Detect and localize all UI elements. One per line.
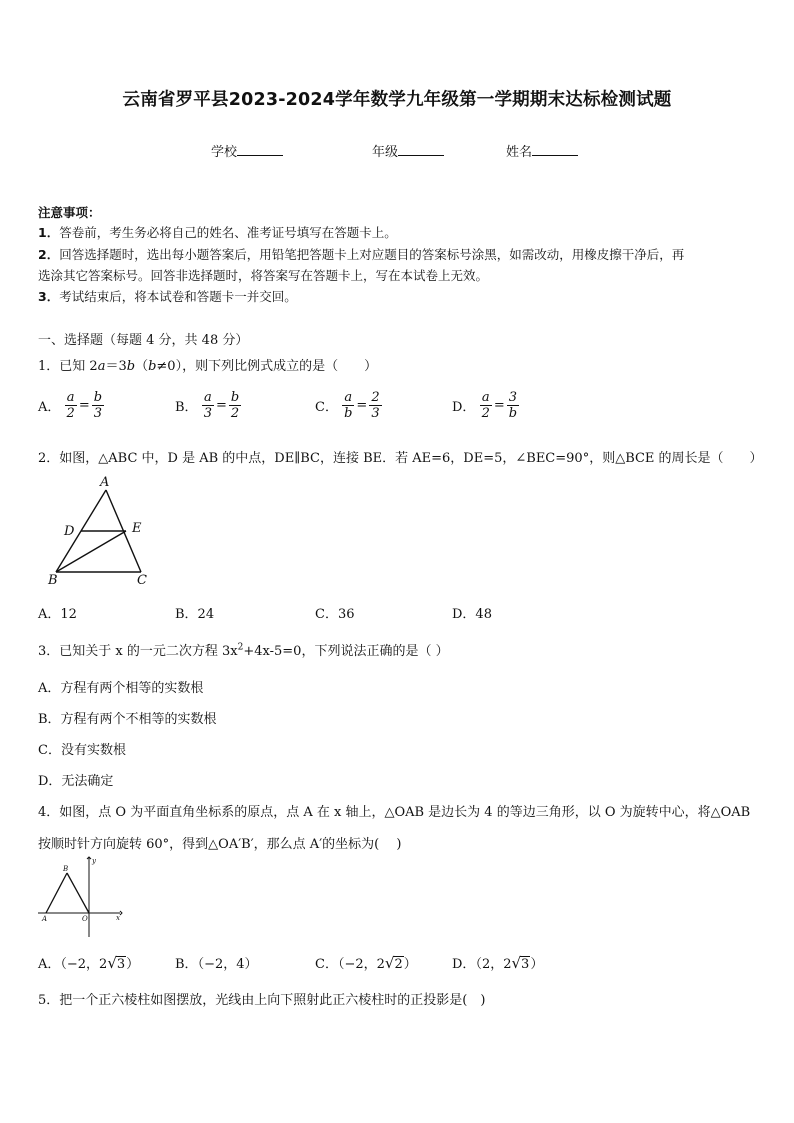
fraction xyxy=(507,390,519,421)
numerator: b xyxy=(230,390,240,405)
fraction xyxy=(480,390,492,421)
question-2: 2．如图，△ABC 中，D 是 AB 的中点，DE∥BC，连接 BE．若 AE=6，DE=5，∠BEC=90°，则△BCE 的周长是（ ） xyxy=(38,451,763,466)
label-c: C xyxy=(137,573,147,588)
question-1 xyxy=(38,355,377,374)
triangle-abc-figure xyxy=(44,474,164,589)
q1-var-b: b xyxy=(126,359,136,374)
grade-blank xyxy=(398,143,444,156)
school-field xyxy=(211,141,283,160)
q4-option-d-post: ） xyxy=(530,957,544,972)
denominator: 3 xyxy=(203,406,212,421)
q1-option-a-letter: A． xyxy=(38,400,61,415)
question-3 xyxy=(38,640,449,659)
q2-option-a: A．12 xyxy=(38,607,77,622)
notice-item-3-text: 考试结束后，将本试卷和答题卡一并交回。 xyxy=(59,289,297,304)
denominator: 2 xyxy=(66,406,75,421)
name-label: 姓名 xyxy=(506,145,533,160)
q2-option-b: B．24 xyxy=(175,607,215,622)
numerator: a xyxy=(66,390,75,405)
equals-sign: = xyxy=(78,398,90,413)
q1-option-c-letter: C． xyxy=(315,400,338,415)
label-a: A xyxy=(100,475,110,490)
notice-item-3 xyxy=(38,287,297,305)
sqrt-sign: √ xyxy=(107,954,117,972)
numerator: 2 xyxy=(371,390,380,405)
numerator: b xyxy=(93,390,103,405)
q1-cond-open: （ xyxy=(135,359,149,374)
notice-item-1-text: 答卷前，考生务必将自己的姓名、准考证号填写在答题卡上。 xyxy=(59,225,397,240)
q4-option-a xyxy=(38,953,139,972)
equals-sign: = xyxy=(356,398,368,413)
label-x: x xyxy=(116,914,120,922)
denominator: 3 xyxy=(371,406,380,421)
grade-label: 年级 xyxy=(372,145,399,160)
q4-option-d-pre: （2，2 xyxy=(475,957,512,972)
notice-item-2-line1: 回答选择题时，选出每小题答案后，用铅笔把答题卡上对应题目的答案标号涂黑，如需改动，用橡皮擦干净后，再 xyxy=(59,247,685,262)
segment-ab xyxy=(46,873,67,913)
fraction xyxy=(369,390,381,421)
q3-option-d: D．无法确定 xyxy=(38,774,114,789)
q3-text-b: +4x-5=0，下列说法正确的是（ ） xyxy=(243,644,449,659)
q3-exponent: 2 xyxy=(237,642,244,653)
fraction xyxy=(342,390,354,421)
fraction xyxy=(202,390,214,421)
q1-cond-var: b xyxy=(148,359,157,374)
denominator: b xyxy=(344,406,353,421)
label-e: E xyxy=(132,521,142,536)
fraction xyxy=(229,390,241,421)
q4-option-d-letter: D． xyxy=(452,957,476,972)
q1-option-c xyxy=(315,390,382,421)
label-o: O xyxy=(82,915,88,923)
numerator: a xyxy=(344,390,353,405)
notice-heading: 注意事项： xyxy=(38,205,101,220)
sqrt-sign: √ xyxy=(511,954,522,972)
q4-option-c-letter: C． xyxy=(315,957,338,972)
q4-option-c xyxy=(315,953,417,972)
q4-option-b-letter: B． xyxy=(175,957,198,972)
notice-item-2 xyxy=(38,245,684,263)
section-1-heading: 一、选择题（每题 4 分，共 48 分） xyxy=(38,333,249,348)
q1-var-a: a xyxy=(97,359,106,374)
segment-bo xyxy=(67,873,89,913)
equals-sign: = xyxy=(215,398,227,413)
q1-option-d-letter: D． xyxy=(452,400,476,415)
q1-option-b-letter: B． xyxy=(175,400,198,415)
label-a: A xyxy=(42,915,48,923)
equals-sign: = xyxy=(493,398,505,413)
fraction xyxy=(65,390,77,421)
q4-option-b-text: （−2，4） xyxy=(197,957,258,972)
q1-mid: ＝3 xyxy=(105,359,127,374)
denominator: 2 xyxy=(230,406,240,421)
notice-item-2-num: 2． xyxy=(38,247,60,262)
q4-option-a-post: ） xyxy=(126,957,140,972)
q4-option-c-pre: （−2，2 xyxy=(337,957,385,972)
q2-option-d: D．48 xyxy=(452,607,492,622)
label-y: y xyxy=(92,857,96,865)
x-axis-arrow xyxy=(120,911,122,915)
numerator: a xyxy=(481,390,490,405)
label-b: B xyxy=(63,865,69,873)
notice-item-1-num: 1． xyxy=(38,225,60,240)
radicand: 3 xyxy=(521,957,530,972)
q3-option-c: C．没有实数根 xyxy=(38,743,126,758)
label-b: B xyxy=(48,573,58,588)
school-blank xyxy=(237,143,283,156)
q1-option-a xyxy=(38,390,104,421)
q1-option-d xyxy=(452,390,519,421)
grade-field xyxy=(372,141,444,160)
radicand: 3 xyxy=(116,957,126,972)
q2-option-c: C．36 xyxy=(315,607,355,622)
denominator: 2 xyxy=(481,406,490,421)
radicand: 2 xyxy=(394,957,403,972)
denominator: 3 xyxy=(93,406,103,421)
q3-text-a: 3．已知关于 x 的一元二次方程 3x xyxy=(38,644,238,659)
numerator: a xyxy=(203,390,212,405)
label-d: D xyxy=(64,524,75,539)
name-field xyxy=(506,141,578,160)
school-label: 学校 xyxy=(211,145,238,160)
notice-item-1 xyxy=(38,223,397,241)
coordinate-triangle-figure xyxy=(34,853,129,941)
notice-item-2-cont: 选涂其它答案标号。回答非选择题时，将答案写在答题卡上，写在本试卷上无效。 xyxy=(38,268,489,283)
q1-prefix: 1．已知 2 xyxy=(38,359,98,374)
question-4-line-1: 4．如图，点 O 为平面直角坐标系的原点，点 A 在 x 轴上，△OAB 是边长为 4 的等边三角形，以 O 为旋转中心，将△OAB xyxy=(38,805,751,820)
q4-option-d xyxy=(452,953,543,972)
question-5: 5．把一个正六棱柱如图摆放，光线由上向下照射此正六棱柱时的正投影是( ) xyxy=(38,993,486,1008)
q3-option-a: A．方程有两个相等的实数根 xyxy=(38,681,204,696)
denominator: b xyxy=(508,406,518,421)
q4-option-a-letter: A． xyxy=(38,957,61,972)
page-title: 云南省罗平县2023-2024学年数学九年级第一学期期末达标检测试题 xyxy=(122,90,672,110)
notice-item-3-num: 3． xyxy=(38,289,60,304)
q4-option-c-post: ） xyxy=(403,957,417,972)
q1-cond-rest: ≠0），则下列比例式成立的是（ ） xyxy=(156,359,378,374)
q4-option-b xyxy=(175,953,258,972)
q4-option-a-pre: （−2，2 xyxy=(60,957,108,972)
fraction xyxy=(92,390,104,421)
sqrt-sign: √ xyxy=(384,954,395,972)
question-4-line-2: 按顺时针方向旋转 60°，得到△OA′B′，那么点 A′的坐标为( ) xyxy=(38,837,402,852)
name-blank xyxy=(532,143,578,156)
numerator: 3 xyxy=(508,390,518,405)
q1-option-b xyxy=(175,390,241,421)
q3-option-b: B．方程有两个不相等的实数根 xyxy=(38,712,217,727)
